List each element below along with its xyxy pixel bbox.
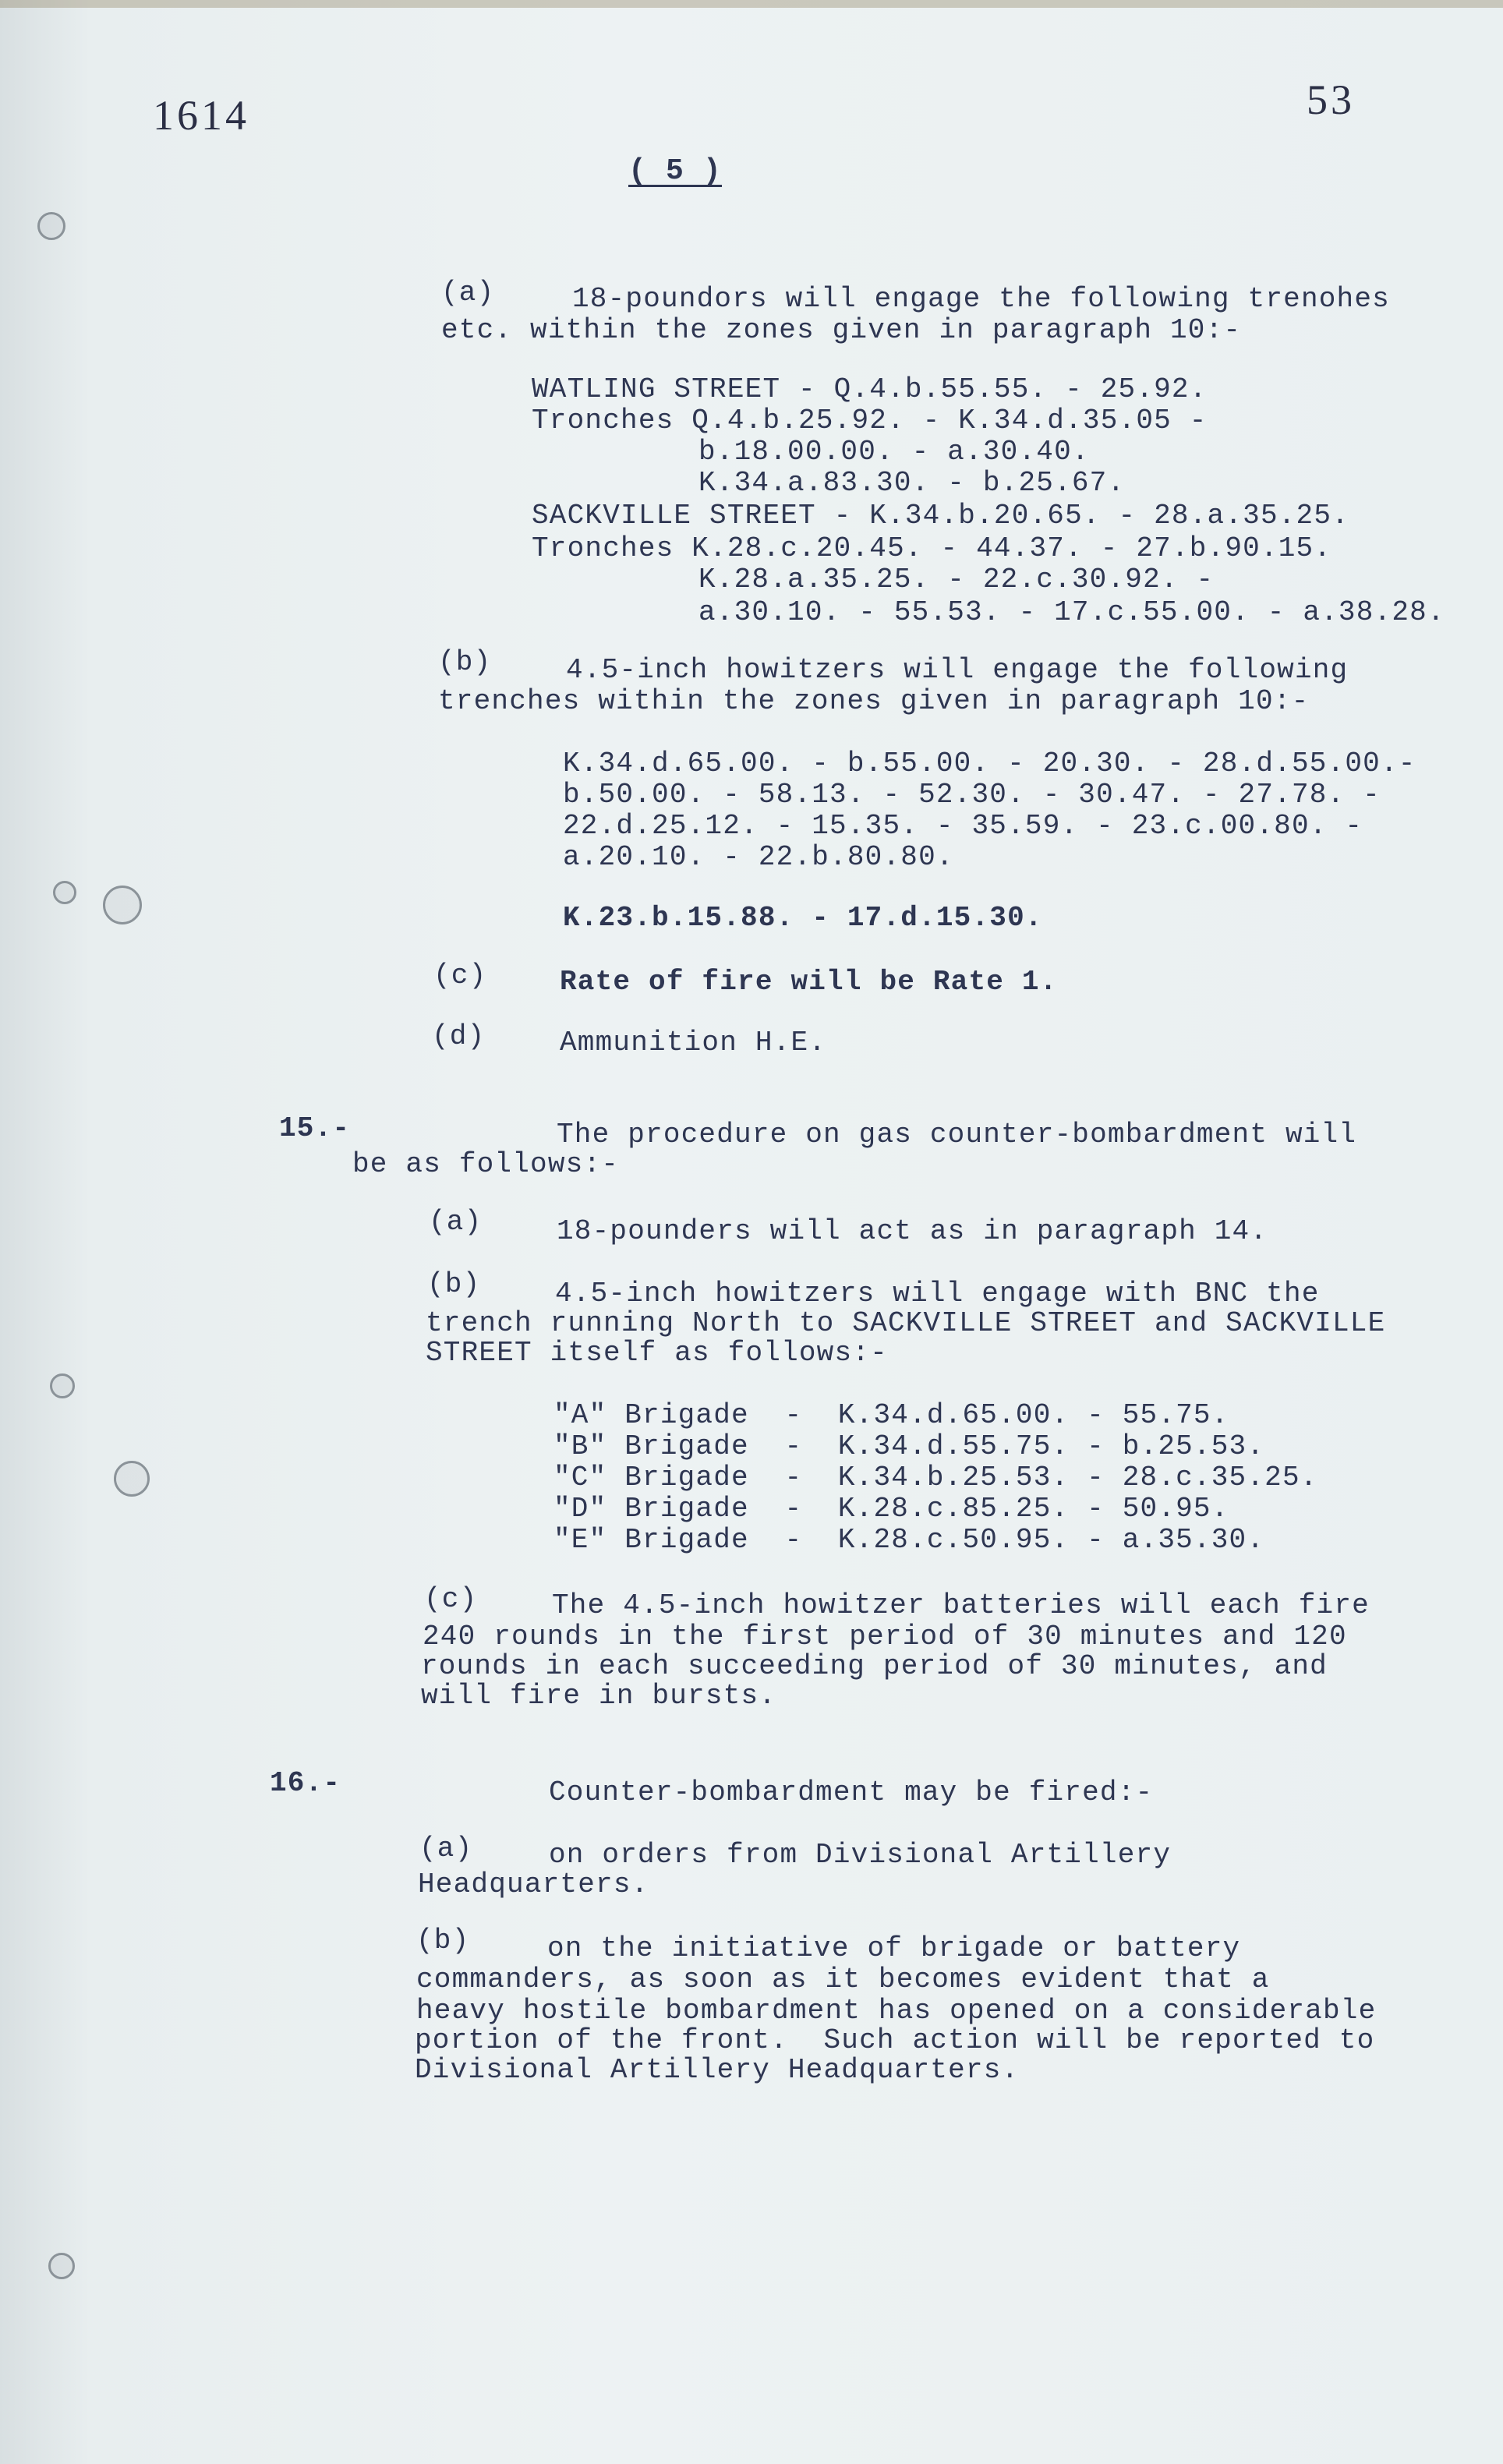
para15-brigade-row: "C" Brigade - K.34.b.25.53. - 28.c.35.25. (553, 1462, 1318, 1494)
para16-a-line1: on orders from Divisional Artillery (549, 1839, 1172, 1871)
para14-a-line1: 18-poundors will engage the following trenohes (572, 283, 1390, 315)
page-top-edge (0, 0, 1503, 8)
para14-a-line2: etc. within the zones given in paragraph 10:- (441, 314, 1242, 346)
para14-a-target: K.34.a.83.30. - b.25.67. (698, 467, 1126, 499)
para15-brigade-row: "B" Brigade - K.34.d.55.75. - b.25.53. (553, 1430, 1265, 1462)
para16-line1: Counter-bombardment may be fired:- (549, 1776, 1154, 1808)
punch-hole (114, 1461, 150, 1497)
para14-b-extra: K.23.b.15.88. - 17.d.15.30. (563, 902, 1043, 934)
para15-line2: be as follows:- (352, 1148, 620, 1180)
folio-number-right: 53 (1307, 76, 1355, 123)
para15-b-line3: STREET itself as follows:- (426, 1337, 888, 1369)
para15-c-label: (c) (424, 1583, 478, 1615)
para15-b-line1: 4.5-inch howitzers will engage with BNC the (555, 1278, 1320, 1310)
para15-line1: The procedure on gas counter-bombardment will (557, 1119, 1357, 1151)
para15-b-line2: trench running North to SACKVILLE STREET and SACKVILLE (426, 1307, 1386, 1339)
para14-b-line2: trenches within the zones given in paragraph 10:- (438, 685, 1310, 717)
para14-a-target: a.30.10. - 55.53. - 17.c.55.00. - a.38.28. (698, 596, 1445, 628)
para14-c-label: (c) (433, 960, 487, 992)
para16-b-line2: commanders, as soon as it becomes evident that a (416, 1964, 1270, 1996)
punch-hole (53, 881, 76, 904)
para14-b-label: (b) (438, 646, 492, 678)
punch-hole (37, 212, 65, 240)
para15-number: 15.- (279, 1112, 351, 1144)
para15-a-label: (a) (429, 1206, 483, 1238)
para14-a-target: Tronches Q.4.b.25.92. - K.34.d.35.05 - (532, 405, 1208, 437)
para15-a-text: 18-pounders will act as in paragraph 14. (557, 1215, 1268, 1247)
para16-a-label: (a) (419, 1833, 473, 1865)
para15-c-line3: rounds in each succeeding period of 30 minutes, and (421, 1650, 1328, 1682)
para16-b-line4: portion of the front. Such action will be reported to (415, 2024, 1375, 2056)
para14-b-line1: 4.5-inch howitzers will engage the following (566, 654, 1349, 686)
para16-number: 16.- (270, 1767, 341, 1799)
para15-b-label: (b) (427, 1268, 481, 1300)
para16-b-line3: heavy hostile bombardment has opened on a considerable (416, 1995, 1377, 2027)
para14-a-target: Tronches K.28.c.20.45. - 44.37. - 27.b.90.15. (532, 532, 1332, 564)
para15-c-line4: will fire in bursts. (421, 1680, 777, 1712)
para14-a-target: WATLING STREET - Q.4.b.55.55. - 25.92. (532, 373, 1208, 405)
para16-a-line2: Headquarters. (418, 1868, 649, 1900)
para16-b-line5: Divisional Artillery Headquarters. (415, 2054, 1020, 2086)
folio-number-left: 1614 (153, 92, 249, 139)
para15-c-line2: 240 rounds in the first period of 30 minutes and 120 (423, 1621, 1347, 1653)
para14-b-target: a.20.10. - 22.b.80.80. (563, 841, 954, 873)
para14-a-label: (a) (441, 277, 495, 309)
para14-a-target: b.18.00.00. - a.30.40. (698, 436, 1090, 468)
para14-b-target: K.34.d.65.00. - b.55.00. - 20.30. - 28.d.55.00.- (563, 748, 1416, 780)
punch-hole (103, 886, 142, 924)
punch-hole (50, 1373, 75, 1398)
para14-b-target: b.50.00. - 58.13. - 52.30. - 30.47. - 27.78. - (563, 779, 1381, 811)
para15-brigade-row: "E" Brigade - K.28.c.50.95. - a.35.30. (553, 1524, 1265, 1556)
punch-hole (48, 2253, 75, 2279)
para15-brigade-row: "A" Brigade - K.34.d.65.00. - 55.75. (553, 1399, 1229, 1431)
para14-a-target: K.28.a.35.25. - 22.c.30.92. - (698, 564, 1215, 596)
para16-b-line1: on the initiative of brigade or battery (547, 1932, 1241, 1964)
para14-d-text: Ammunition H.E. (560, 1027, 827, 1059)
para14-d-label: (d) (432, 1020, 486, 1052)
para15-brigade-row: "D" Brigade - K.28.c.85.25. - 50.95. (553, 1493, 1229, 1525)
para14-a-target: SACKVILLE STREET - K.34.b.20.65. - 28.a.35.25. (532, 500, 1349, 532)
para16-b-label: (b) (416, 1925, 470, 1957)
para15-c-line1: The 4.5-inch howitzer batteries will each fire (552, 1589, 1370, 1621)
para14-b-target: 22.d.25.12. - 15.35. - 35.59. - 23.c.00.80. - (563, 810, 1363, 842)
page-number: ( 5 ) (628, 154, 723, 188)
para14-c-text: Rate of fire will be Rate 1. (560, 966, 1058, 998)
